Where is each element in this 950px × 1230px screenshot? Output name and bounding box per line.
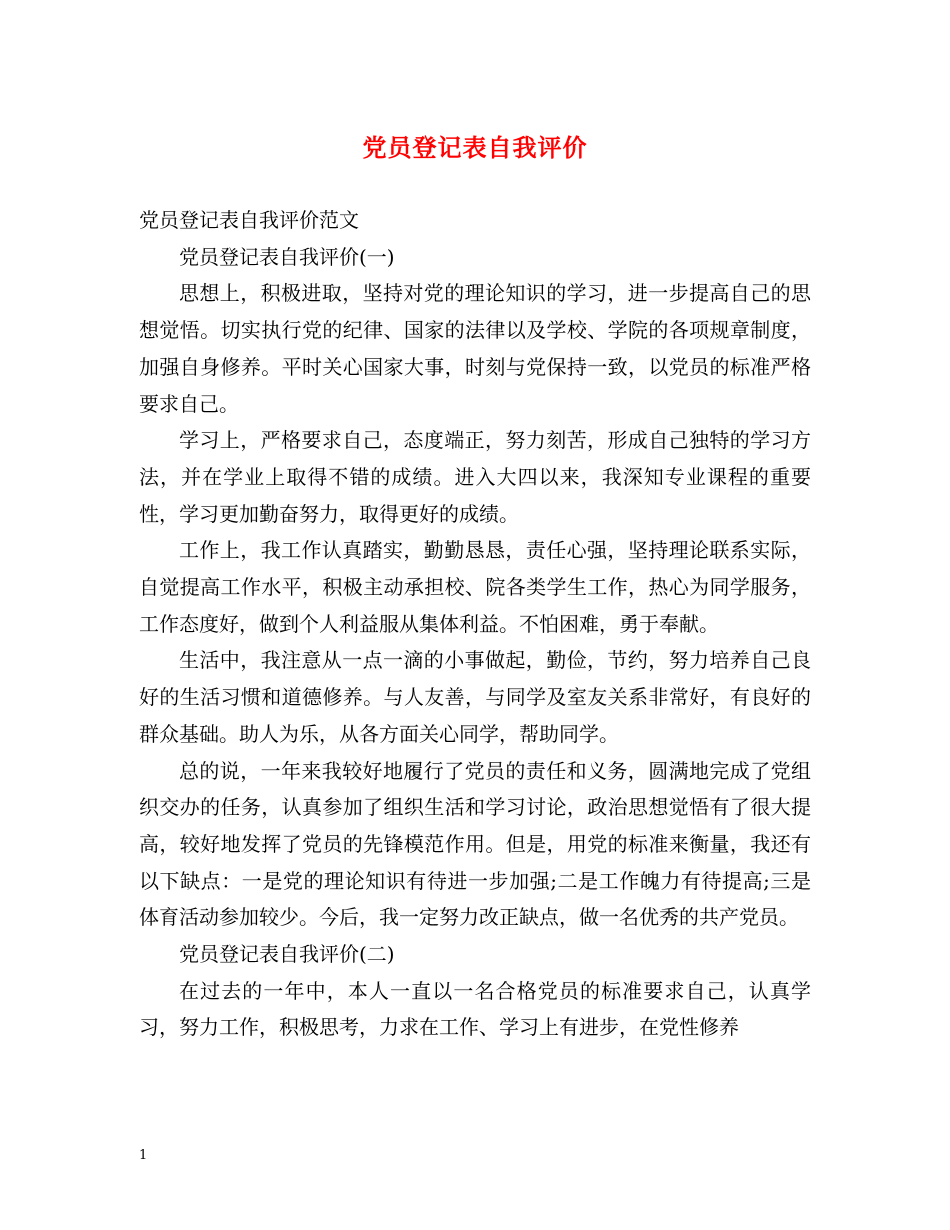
paragraph: 党员登记表自我评价范文 — [139, 208, 359, 232]
paragraph: 生活中，我注意从一点一滴的小事做起，勤俭，节约，努力培养自己良好的生活习惯和道德修养。与人友善，与同学及室友关系非常好，有良好的群众基础。助人为乐，从各方面关心同学，帮助同学。 — [139, 648, 811, 746]
paragraph: 党员登记表自我评价(一) — [179, 244, 395, 269]
paragraph: 工作上，我工作认真踏实，勤勤恳恳，责任心强，坚持理论联系实际，自觉提高工作水平，积极主动承担校、院各类学生工作，热心为同学服务，工作态度好，做到个人利益服从集体利益。不怕困难，勇于奉献。 — [139, 538, 811, 636]
paragraph: 学习上，严格要求自己，态度端正，努力刻苦，形成自己独特的学习方法，并在学业上取得不错的成绩。进入大四以来，我深知专业课程的重要性，学习更加勤奋努力，取得更好的成绩。 — [139, 428, 811, 526]
document-body — [139, 202, 811, 1046]
document-title: 党员登记表自我评价 — [362, 133, 588, 162]
paragraph: 思想上，积极进取，坚持对党的理论知识的学习，进一步提高自己的思想觉悟。切实执行党的纪律、国家的法律以及学校、学院的各项规章制度，加强自身修养。平时关心国家大事，时刻与党保持一致，以党员的标准严格要求自己。 — [139, 281, 811, 416]
paragraph: 在过去的一年中，本人一直以一名合格党员的标准要求自己，认真学习，努力工作，积极思考，力求在工作、学习上有进步，在党性修养 — [139, 978, 811, 1040]
paragraph: 总的说，一年来我较好地履行了党员的责任和义务，圆满地完成了党组织交办的任务，认真参加了组织生活和学习讨论，政治思想觉悟有了很大提高，较好地发挥了党员的先锋模范作用。但是，用党的标准来衡量，我还有以下缺点：一是党的理论知识有待进一步加强;二是工作魄力有待提高;三是体育活动参加较少。今后，我一定努力改正缺点，做一名优秀的共产党员。 — [139, 758, 811, 930]
page-number: 1 — [139, 1148, 148, 1163]
paragraph: 党员登记表自我评价(二) — [179, 942, 395, 967]
